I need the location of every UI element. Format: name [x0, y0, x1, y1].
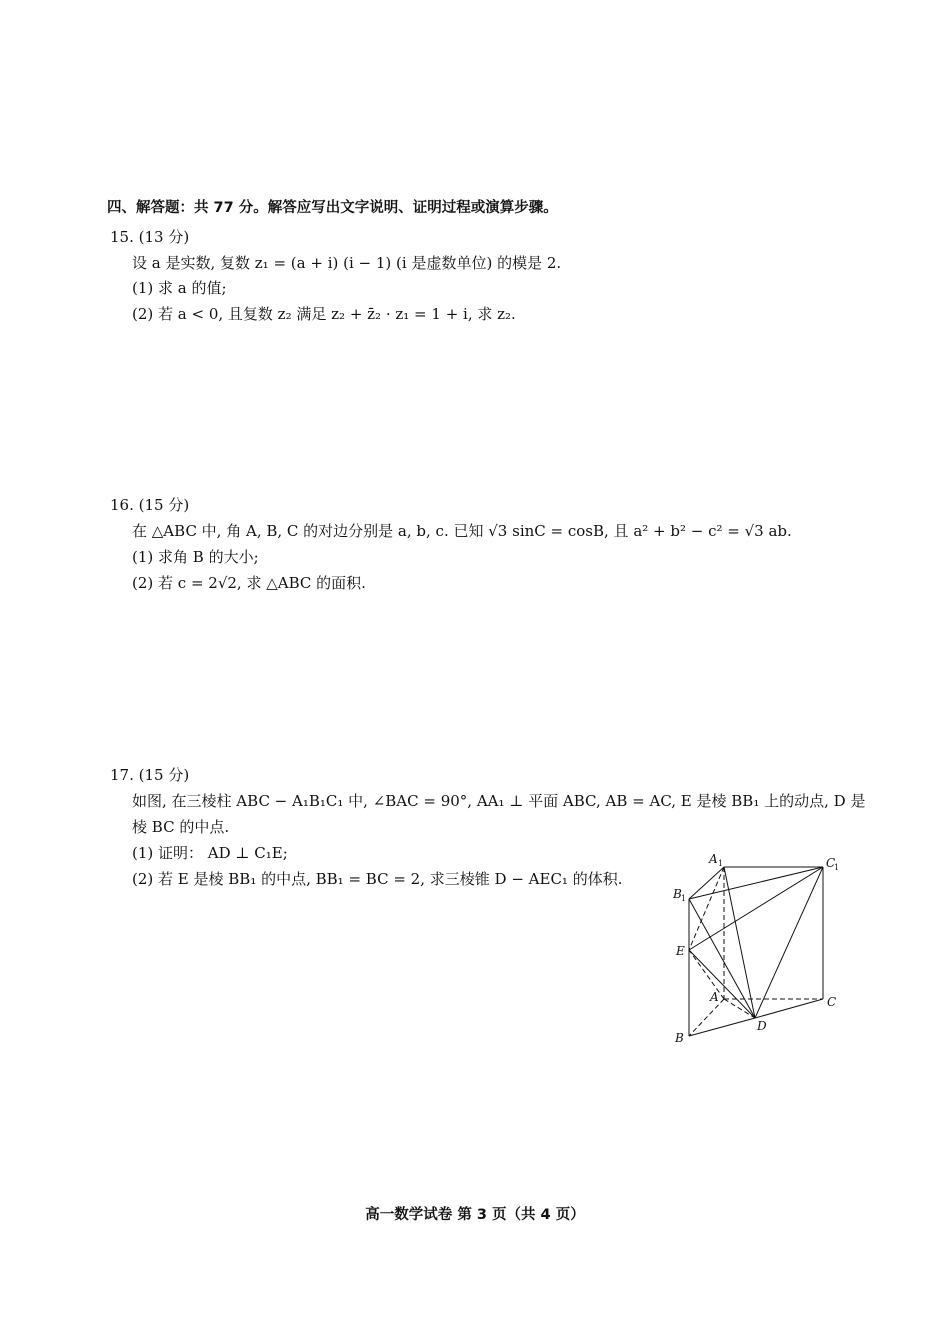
label-B1-sub: 1	[681, 894, 687, 903]
label-A: A	[710, 990, 719, 1004]
label-B: B	[675, 1031, 684, 1045]
label-A1: A	[709, 852, 718, 866]
problem-line: (2) 若 a < 0, 且复数 z₂ 满足 z₂ + z̄₂ · z₁ = 1 + i, 求 z₂.	[132, 305, 516, 323]
label-D: D	[757, 1019, 767, 1033]
problem-header: 17. (15 分)	[110, 766, 190, 784]
label-C1-sub: 1	[834, 863, 840, 872]
hidden-edge-AB	[689, 999, 724, 1036]
problem-header: 16. (15 分)	[110, 496, 190, 514]
edge-DC	[755, 999, 823, 1018]
line-A1D	[724, 867, 755, 1018]
edge-BD	[689, 1018, 755, 1036]
line-B1D	[689, 899, 755, 1018]
problem-line: 如图, 在三棱柱 ABC − A₁B₁C₁ 中, ∠BAC = 90°, AA₁ ⊥ 平面 ABC, AB = AC, E 是棱 BB₁ 上的动点, D 是	[132, 792, 866, 810]
label-B1: B	[673, 887, 682, 901]
problem-line: (1) 求 a 的值;	[132, 279, 227, 297]
problem-line: (1) 求角 B 的大小;	[132, 548, 259, 566]
problem-line: 棱 BC 的中点.	[132, 818, 230, 836]
label-C: C	[827, 995, 837, 1009]
edge-A1B1	[689, 867, 724, 899]
problem-line: (2) 若 c = 2√2, 求 △ABC 的面积.	[132, 574, 366, 592]
line-ED	[689, 950, 755, 1018]
problem-line: (1) 证明： AD ⊥ C₁E;	[132, 844, 288, 862]
line-EC1	[689, 867, 823, 950]
label-C1: C	[826, 856, 836, 870]
problem-line: 设 a 是实数, 复数 z₁ = (a + i) (i − 1) (i 是虚数单位) 的模是 2.	[132, 254, 562, 272]
hidden-line-AE	[689, 950, 724, 999]
edge-B1C1	[689, 867, 823, 899]
label-A1-sub: 1	[718, 859, 724, 868]
problem-header: 15. (13 分)	[110, 228, 190, 246]
line-C1D	[755, 867, 823, 1018]
prism-figure	[660, 845, 850, 1050]
problem-line: 在 △ABC 中, 角 A, B, C 的对边分别是 a, b, c. 已知 √3 sinC = cosB, 且 a² + b² − c² = √3 ab.	[132, 522, 792, 540]
label-E: E	[676, 944, 685, 958]
section-title: 四、解答题：共 77 分。解答应写出文字说明、证明过程或演算步骤。	[107, 200, 558, 216]
page-footer: 高一数学试卷 第 3 页（共 4 页）	[365, 1207, 585, 1223]
problem-line: (2) 若 E 是棱 BB₁ 的中点, BB₁ = BC = 2, 求三棱锥 D − AEC₁ 的体积.	[132, 870, 623, 888]
